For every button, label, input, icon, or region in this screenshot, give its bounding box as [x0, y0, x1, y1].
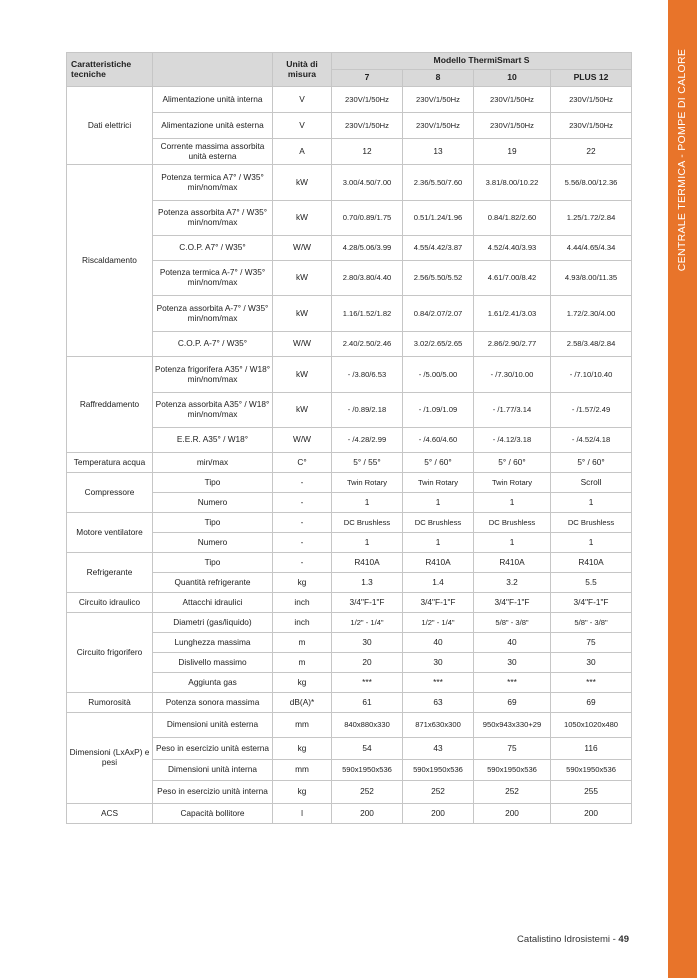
value-cell: 590x1950x536 [403, 760, 474, 781]
unit-cell: - [273, 553, 332, 573]
value-cell: 871x630x300 [403, 713, 474, 738]
value-cell: 2.86/2.90/2.77 [474, 332, 551, 357]
value-cell: Scroll [551, 473, 632, 493]
unit-cell: kW [273, 165, 332, 201]
unit-cell: kg [273, 573, 332, 593]
value-cell: - /4.60/4.60 [403, 428, 474, 453]
value-cell: 75 [551, 633, 632, 653]
group-label: Raffreddamento [67, 357, 153, 453]
value-cell: 5.56/8.00/12.36 [551, 165, 632, 201]
unit-cell: kW [273, 296, 332, 332]
value-cell: 3.81/8.00/10.22 [474, 165, 551, 201]
value-cell: 2.36/5.50/7.60 [403, 165, 474, 201]
table-row [67, 453, 632, 473]
value-cell: - /1.77/3.14 [474, 393, 551, 428]
value-cell: 3/4"F-1"F [551, 593, 632, 613]
value-cell: 3.02/2.65/2.65 [403, 332, 474, 357]
group-label: Refrigerante [67, 553, 153, 593]
value-cell: 4.52/4.40/3.93 [474, 236, 551, 261]
footer-catalog: Catalistino Idrosistemi [517, 934, 610, 945]
value-cell: 200 [403, 804, 474, 824]
param-label: Tipo [153, 553, 273, 573]
value-cell: 1 [332, 493, 403, 513]
spec-table [66, 52, 632, 824]
param-label: Peso in esercizio unità interna [153, 781, 273, 804]
unit-cell: V [273, 87, 332, 113]
header-model: 10 [474, 70, 551, 87]
value-cell: 20 [332, 653, 403, 673]
value-cell: 252 [403, 781, 474, 804]
unit-cell: kW [273, 357, 332, 393]
value-cell: 230V/1/50Hz [403, 87, 474, 113]
table-row [67, 357, 632, 393]
value-cell: 1 [332, 533, 403, 553]
param-label: Lunghezza massima [153, 633, 273, 653]
value-cell: 1 [551, 533, 632, 553]
param-label: Aggiunta gas [153, 673, 273, 693]
param-label: C.O.P. A7° / W35° [153, 236, 273, 261]
value-cell: *** [403, 673, 474, 693]
table-row [67, 804, 632, 824]
value-cell: Twin Rotary [332, 473, 403, 493]
header-model: PLUS 12 [551, 70, 632, 87]
group-label: Temperatura acqua [67, 453, 153, 473]
unit-cell: W/W [273, 428, 332, 453]
param-label: Corrente massima assorbita unità esterna [153, 139, 273, 165]
value-cell: - /4.12/3.18 [474, 428, 551, 453]
group-label: Riscaldamento [67, 165, 153, 357]
value-cell: 1/2" - 1/4" [332, 613, 403, 633]
param-label: Dimensioni unità esterna [153, 713, 273, 738]
unit-cell: inch [273, 593, 332, 613]
value-cell: - /1.57/2.49 [551, 393, 632, 428]
param-label: Attacchi idraulici [153, 593, 273, 613]
group-label: Dimensioni (LxAxP) e pesi [67, 713, 153, 804]
value-cell: 22 [551, 139, 632, 165]
unit-cell: kg [273, 673, 332, 693]
param-label: Dimensioni unità interna [153, 760, 273, 781]
header-model: 8 [403, 70, 474, 87]
value-cell: - /5.00/5.00 [403, 357, 474, 393]
value-cell: 116 [551, 738, 632, 760]
value-cell: 1 [474, 533, 551, 553]
value-cell: 5.5 [551, 573, 632, 593]
unit-cell: m [273, 633, 332, 653]
value-cell: 1 [551, 493, 632, 513]
value-cell: 0.84/2.07/2.07 [403, 296, 474, 332]
unit-cell: inch [273, 613, 332, 633]
unit-cell: - [273, 473, 332, 493]
value-cell: 5° / 60° [474, 453, 551, 473]
table-row [67, 165, 632, 201]
header-model: 7 [332, 70, 403, 87]
table-row [67, 693, 632, 713]
value-cell: 69 [474, 693, 551, 713]
unit-cell: - [273, 493, 332, 513]
unit-cell: - [273, 533, 332, 553]
value-cell: R410A [551, 553, 632, 573]
value-cell: 230V/1/50Hz [403, 113, 474, 139]
table-row [67, 87, 632, 113]
value-cell: 255 [551, 781, 632, 804]
header-model-group: Modello ThermiSmart S [332, 53, 632, 70]
table-row [67, 513, 632, 533]
value-cell: 1 [403, 533, 474, 553]
group-label: Compressore [67, 473, 153, 513]
value-cell: 230V/1/50Hz [474, 113, 551, 139]
value-cell: 3.2 [474, 573, 551, 593]
value-cell: DC Brushless [332, 513, 403, 533]
value-cell: 1/2" - 1/4" [403, 613, 474, 633]
value-cell: 0.51/1.24/1.96 [403, 201, 474, 236]
value-cell: 1 [474, 493, 551, 513]
value-cell: 4.55/4.42/3.87 [403, 236, 474, 261]
value-cell: 1050x1020x480 [551, 713, 632, 738]
value-cell: 4.28/5.06/3.99 [332, 236, 403, 261]
param-label: min/max [153, 453, 273, 473]
value-cell: 1.25/1.72/2.84 [551, 201, 632, 236]
value-cell: 230V/1/50Hz [551, 113, 632, 139]
param-label: Potenza assorbita A35° / W18° min/nom/max [153, 393, 273, 428]
value-cell: 3/4"F-1"F [403, 593, 474, 613]
value-cell: 200 [474, 804, 551, 824]
param-label: Potenza frigorifera A35° / W18° min/nom/max [153, 357, 273, 393]
param-label: Potenza termica A-7° / W35° min/nom/max [153, 261, 273, 296]
param-label: Potenza assorbita A7° / W35° min/nom/max [153, 201, 273, 236]
param-label: Potenza assorbita A-7° / W35° min/nom/max [153, 296, 273, 332]
param-label: Numero [153, 533, 273, 553]
value-cell: - /3.80/6.53 [332, 357, 403, 393]
header-unit: Unità di misura [273, 53, 332, 87]
value-cell: Twin Rotary [474, 473, 551, 493]
value-cell: 252 [474, 781, 551, 804]
param-label: Diametri (gas/liquido) [153, 613, 273, 633]
unit-cell: A [273, 139, 332, 165]
table-row [67, 553, 632, 573]
value-cell: 5° / 60° [403, 453, 474, 473]
value-cell: - /4.52/4.18 [551, 428, 632, 453]
value-cell: 590x1950x536 [332, 760, 403, 781]
value-cell: 3/4"F-1"F [332, 593, 403, 613]
table-row [67, 713, 632, 738]
param-label: Dislivello massimo [153, 653, 273, 673]
param-label: Alimentazione unità esterna [153, 113, 273, 139]
value-cell: 30 [403, 653, 474, 673]
unit-cell: W/W [273, 332, 332, 357]
group-label: Rumorosità [67, 693, 153, 713]
value-cell: 200 [332, 804, 403, 824]
value-cell: 4.61/7.00/8.42 [474, 261, 551, 296]
param-label: Tipo [153, 513, 273, 533]
table-row [67, 613, 632, 633]
value-cell: 0.70/0.89/1.75 [332, 201, 403, 236]
unit-cell: kW [273, 261, 332, 296]
value-cell: 2.58/3.48/2.84 [551, 332, 632, 357]
unit-cell: kW [273, 201, 332, 236]
value-cell: 4.93/8.00/11.35 [551, 261, 632, 296]
header-empty [153, 53, 273, 87]
unit-cell: mm [273, 713, 332, 738]
unit-cell: W/W [273, 236, 332, 261]
value-cell: 4.44/4.65/4.34 [551, 236, 632, 261]
value-cell: 30 [332, 633, 403, 653]
value-cell: 43 [403, 738, 474, 760]
value-cell: 840x880x330 [332, 713, 403, 738]
value-cell: 30 [474, 653, 551, 673]
footer-separator: - [609, 934, 619, 945]
value-cell: 40 [403, 633, 474, 653]
unit-cell: mm [273, 760, 332, 781]
value-cell: 200 [551, 804, 632, 824]
value-cell: 63 [403, 693, 474, 713]
unit-cell: kg [273, 738, 332, 760]
param-label: Peso in esercizio unità esterna [153, 738, 273, 760]
value-cell: 230V/1/50Hz [551, 87, 632, 113]
side-label: CENTRALE TERMICA - POMPE DI CALORE [676, 48, 688, 272]
unit-cell: m [273, 653, 332, 673]
header-characteristics: Caratteristiche tecniche [67, 53, 153, 87]
value-cell: 5° / 60° [551, 453, 632, 473]
value-cell: R410A [474, 553, 551, 573]
group-label: Motore ventilatore [67, 513, 153, 553]
value-cell: *** [551, 673, 632, 693]
value-cell: - /7.10/10.40 [551, 357, 632, 393]
value-cell: *** [332, 673, 403, 693]
value-cell: 590x1950x536 [551, 760, 632, 781]
value-cell: 30 [551, 653, 632, 673]
value-cell: 2.56/5.50/5.52 [403, 261, 474, 296]
value-cell: 1.61/2.41/3.03 [474, 296, 551, 332]
group-label: Circuito frigorifero [67, 613, 153, 693]
unit-cell: V [273, 113, 332, 139]
unit-cell: kW [273, 393, 332, 428]
group-label: Dati elettrici [67, 87, 153, 165]
value-cell: R410A [403, 553, 474, 573]
group-label: ACS [67, 804, 153, 824]
value-cell: 75 [474, 738, 551, 760]
value-cell: DC Brushless [474, 513, 551, 533]
unit-cell: kg [273, 781, 332, 804]
value-cell: 1.16/1.52/1.82 [332, 296, 403, 332]
table-row [67, 473, 632, 493]
page-number: 49 [618, 934, 629, 945]
value-cell: 1.4 [403, 573, 474, 593]
value-cell: DC Brushless [403, 513, 474, 533]
param-label: Potenza termica A7° / W35° min/nom/max [153, 165, 273, 201]
value-cell: 40 [474, 633, 551, 653]
table-row [67, 593, 632, 613]
param-label: Alimentazione unità interna [153, 87, 273, 113]
value-cell: DC Brushless [551, 513, 632, 533]
param-label: C.O.P. A-7° / W35° [153, 332, 273, 357]
value-cell: 252 [332, 781, 403, 804]
value-cell: 12 [332, 139, 403, 165]
value-cell: 1 [403, 493, 474, 513]
param-label: E.E.R. A35° / W18° [153, 428, 273, 453]
value-cell: - /7.30/10.00 [474, 357, 551, 393]
param-label: Quantità refrigerante [153, 573, 273, 593]
param-label: Capacità bollitore [153, 804, 273, 824]
value-cell: 230V/1/50Hz [332, 113, 403, 139]
value-cell: 2.80/3.80/4.40 [332, 261, 403, 296]
value-cell: 230V/1/50Hz [474, 87, 551, 113]
value-cell: 0.84/1.82/2.60 [474, 201, 551, 236]
value-cell: 1.3 [332, 573, 403, 593]
value-cell: 3.00/4.50/7.00 [332, 165, 403, 201]
value-cell: - /0.89/2.18 [332, 393, 403, 428]
value-cell: 5/8" - 3/8" [474, 613, 551, 633]
value-cell: *** [474, 673, 551, 693]
value-cell: 1.72/2.30/4.00 [551, 296, 632, 332]
value-cell: 19 [474, 139, 551, 165]
value-cell: - /4.28/2.99 [332, 428, 403, 453]
value-cell: 590x1950x536 [474, 760, 551, 781]
value-cell: 2.40/2.50/2.46 [332, 332, 403, 357]
value-cell: 13 [403, 139, 474, 165]
param-label: Potenza sonora massima [153, 693, 273, 713]
value-cell: 54 [332, 738, 403, 760]
value-cell: 5° / 55° [332, 453, 403, 473]
value-cell: - /1.09/1.09 [403, 393, 474, 428]
value-cell: 61 [332, 693, 403, 713]
group-label: Circuito idraulico [67, 593, 153, 613]
footer [517, 934, 629, 945]
value-cell: R410A [332, 553, 403, 573]
param-label: Tipo [153, 473, 273, 493]
unit-cell: C° [273, 453, 332, 473]
unit-cell: - [273, 513, 332, 533]
spec-body [67, 87, 632, 824]
unit-cell: dB(A)* [273, 693, 332, 713]
param-label: Numero [153, 493, 273, 513]
value-cell: 5/8" - 3/8" [551, 613, 632, 633]
value-cell: 950x943x330+29 [474, 713, 551, 738]
value-cell: 230V/1/50Hz [332, 87, 403, 113]
value-cell: 69 [551, 693, 632, 713]
value-cell: Twin Rotary [403, 473, 474, 493]
value-cell: 3/4"F-1"F [474, 593, 551, 613]
unit-cell: l [273, 804, 332, 824]
